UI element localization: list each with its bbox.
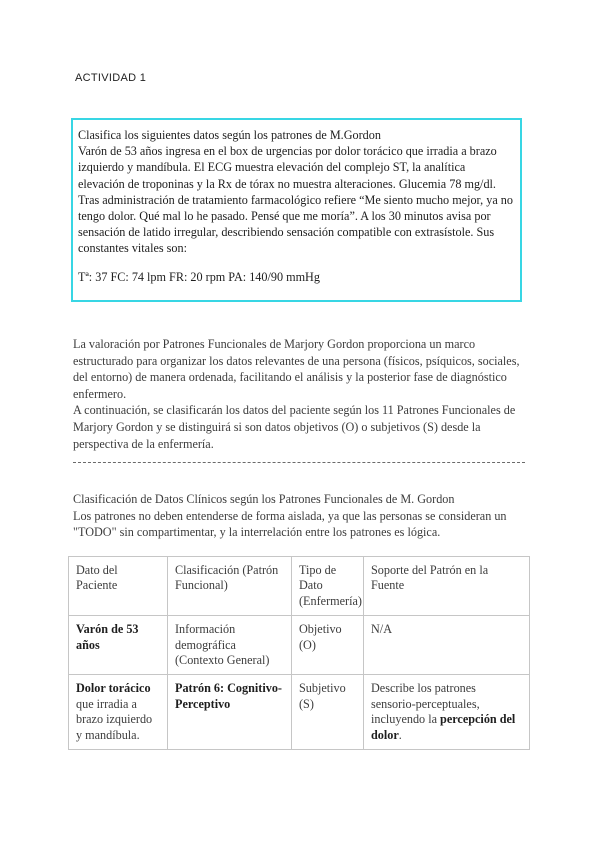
cell-tipo: Subjetivo (S)	[292, 675, 364, 750]
header-cell-tipo: Tipo de Dato (Enfermería)	[292, 557, 364, 616]
cell-soporte-bold: percepción del dolor	[371, 712, 516, 742]
cell-soporte	[364, 675, 530, 750]
intro-paragraph-1: La valoración por Patrones Funcionales de Marjory Gordon proporciona un marco estructurado para organizar los datos relevantes de una persona (físicos, psíquicos, sociales, del entorno) de manera ordenada, facilitando el análisis y la posterior fase de diagnóstico enfermero.	[73, 337, 520, 401]
section-divider	[73, 462, 525, 463]
intro-section	[73, 336, 525, 452]
activity-title: ACTIVIDAD 1	[75, 72, 147, 84]
cell-soporte-after: .	[398, 727, 402, 742]
header-cell-soporte: Soporte del Patrón en la Fuente	[364, 557, 530, 616]
cell-dato-bold: Dolor torácico	[76, 681, 151, 696]
intro-paragraph-2: A continuación, se clasificarán los datos del paciente según los 11 Patrones Funcionales de Marjory Gordon y se distinguirá si son datos objetivos (O) o subjetivos (S) desde la perspectiva de la enfermería.	[73, 403, 516, 451]
vital-signs: Tª: 37 FC: 74 lpm FR: 20 rpm PA: 140/90 mmHg	[78, 269, 320, 284]
header-cell-clasificacion: Clasificación (Patrón Funcional)	[168, 557, 292, 616]
table-row	[69, 675, 530, 750]
case-text: Varón de 53 años ingresa en el box de urgencias por dolor torácico que irradia a brazo izquierdo y mandíbula. El ECG muestra elevación del complejo ST, la analítica elevación de troponinas y la Rx de tórax no muestra alteraciones. Glucemia 78 mg/dl. Tras administración de tratamiento farmacológico refiere “Me siento mucho mejor, ya no tengo dolor. Qué mal lo he pasado. Pensé que me moría”. A los 30 minutos avisa por sensación de latido irregular, describiendo sensación compatible con extrasístole. Sus constantes vitales son:	[78, 144, 513, 256]
cell-dato	[69, 675, 168, 750]
header-cell-dato: Dato del Paciente	[69, 557, 168, 616]
table-row	[69, 616, 530, 675]
section-title: Clasificación de Datos Clínicos según los Patrones Funcionales de M. Gordon	[73, 492, 455, 506]
task-heading: Clasifica los siguientes datos según los patrones de M.Gordon	[78, 128, 381, 142]
task-box	[71, 118, 522, 302]
cell-tipo: Objetivo (O)	[292, 616, 364, 675]
cell-dato: Varón de 53 años	[69, 616, 168, 675]
classification-table	[68, 556, 530, 750]
cell-soporte-before: Describe los patrones sensorio-perceptuales, incluyendo la	[371, 681, 480, 727]
table-header-row	[69, 557, 530, 616]
cell-clasificacion: Información demográfica (Contexto General)	[168, 616, 292, 675]
cell-dato-rest: que irradia a brazo izquierdo y mandíbula.	[76, 696, 153, 742]
section-note: Los patrones no deben entenderse de forma aislada, ya que las personas se consideran un "TODO" sin compartimentar, y la interrelación entre los patrones es lógica.	[73, 508, 507, 540]
cell-soporte: N/A	[364, 616, 530, 675]
classification-section	[73, 491, 525, 541]
cell-clasificacion: Patrón 6: Cognitivo-Perceptivo	[168, 675, 292, 750]
